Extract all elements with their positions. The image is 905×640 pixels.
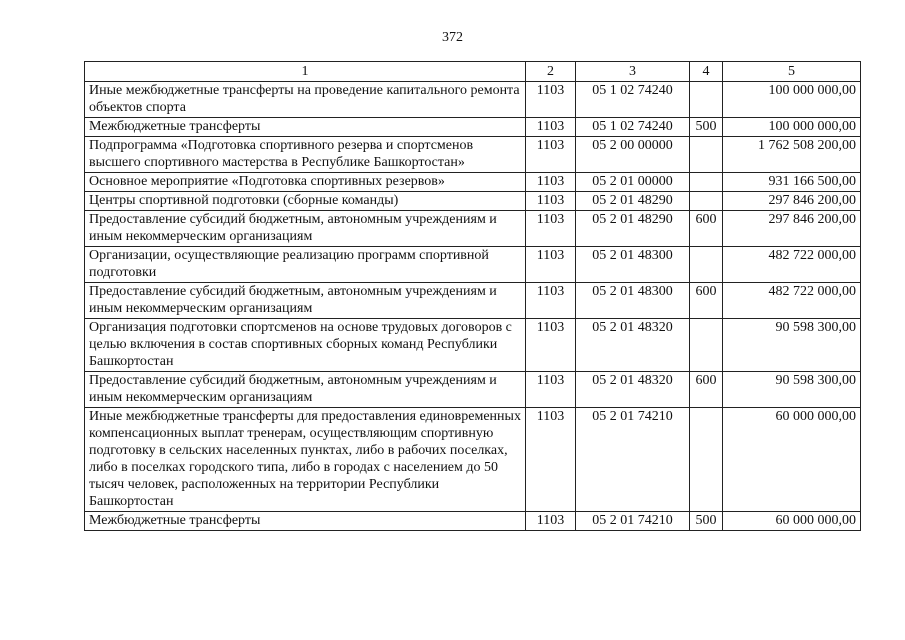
row-name-cell: Основное мероприятие «Подготовка спортивных резервов»	[85, 173, 526, 192]
table-header-row	[85, 62, 861, 82]
budget-table	[84, 61, 861, 531]
row-article-cell: 05 2 01 74210	[576, 512, 690, 531]
row-section-cell: 1103	[526, 137, 576, 173]
row-amount-cell: 100 000 000,00	[723, 118, 861, 137]
row-name-cell: Организация подготовки спортсменов на основе трудовых договоров с целью включения в состав спортивных сборных команд Республики Башкортостан	[85, 319, 526, 372]
row-type-cell	[690, 192, 723, 211]
row-article-cell: 05 2 00 00000	[576, 137, 690, 173]
row-type-cell	[690, 247, 723, 283]
row-name-cell: Организации, осуществляющие реализацию программ спортивной подготовки	[85, 247, 526, 283]
column-header-type: 4	[690, 62, 723, 82]
row-amount-cell: 482 722 000,00	[723, 283, 861, 319]
row-article-cell: 05 2 01 48320	[576, 372, 690, 408]
row-article-cell: 05 1 02 74240	[576, 118, 690, 137]
table-body	[85, 82, 861, 531]
row-amount-cell: 1 762 508 200,00	[723, 137, 861, 173]
row-section-cell: 1103	[526, 283, 576, 319]
row-type-cell: 600	[690, 283, 723, 319]
row-name-cell: Предоставление субсидий бюджетным, автономным учреждениям и иным некоммерческим организациям	[85, 283, 526, 319]
row-type-cell	[690, 408, 723, 512]
row-article-cell: 05 2 01 48320	[576, 319, 690, 372]
row-section-cell: 1103	[526, 173, 576, 192]
row-article-cell: 05 2 01 48300	[576, 247, 690, 283]
row-article-cell: 05 2 01 48300	[576, 283, 690, 319]
column-header-section: 2	[526, 62, 576, 82]
table-row	[85, 408, 861, 512]
row-name-cell: Подпрограмма «Подготовка спортивного резерва и спортсменов высшего спортивного мастерства в Республике Башкортостан»	[85, 137, 526, 173]
row-section-cell: 1103	[526, 512, 576, 531]
table-row	[85, 512, 861, 531]
row-section-cell: 1103	[526, 319, 576, 372]
row-section-cell: 1103	[526, 372, 576, 408]
column-header-name: 1	[85, 62, 526, 82]
row-article-cell: 05 1 02 74240	[576, 82, 690, 118]
row-type-cell	[690, 173, 723, 192]
table-row	[85, 82, 861, 118]
table-row	[85, 372, 861, 408]
row-type-cell: 600	[690, 372, 723, 408]
page-number: 372	[442, 30, 463, 45]
row-section-cell: 1103	[526, 408, 576, 512]
row-article-cell: 05 2 01 48290	[576, 211, 690, 247]
row-article-cell: 05 2 01 00000	[576, 173, 690, 192]
table-row	[85, 211, 861, 247]
row-article-cell: 05 2 01 74210	[576, 408, 690, 512]
row-section-cell: 1103	[526, 118, 576, 137]
row-amount-cell: 100 000 000,00	[723, 82, 861, 118]
row-name-cell: Межбюджетные трансферты	[85, 118, 526, 137]
table-row	[85, 319, 861, 372]
table-row	[85, 247, 861, 283]
row-type-cell: 600	[690, 211, 723, 247]
row-amount-cell: 931 166 500,00	[723, 173, 861, 192]
row-section-cell: 1103	[526, 211, 576, 247]
table-row	[85, 173, 861, 192]
row-type-cell: 500	[690, 118, 723, 137]
row-article-cell: 05 2 01 48290	[576, 192, 690, 211]
row-name-cell: Иные межбюджетные трансферты на проведение капитального ремонта объектов спорта	[85, 82, 526, 118]
table-row	[85, 118, 861, 137]
column-header-article: 3	[576, 62, 690, 82]
row-amount-cell: 482 722 000,00	[723, 247, 861, 283]
row-type-cell	[690, 82, 723, 118]
table-row	[85, 283, 861, 319]
row-amount-cell: 90 598 300,00	[723, 372, 861, 408]
row-amount-cell: 297 846 200,00	[723, 192, 861, 211]
row-section-cell: 1103	[526, 247, 576, 283]
row-section-cell: 1103	[526, 82, 576, 118]
row-amount-cell: 60 000 000,00	[723, 512, 861, 531]
row-section-cell: 1103	[526, 192, 576, 211]
row-type-cell	[690, 137, 723, 173]
row-name-cell: Предоставление субсидий бюджетным, автономным учреждениям и иным некоммерческим организациям	[85, 372, 526, 408]
column-header-amount: 5	[723, 62, 861, 82]
row-amount-cell: 297 846 200,00	[723, 211, 861, 247]
row-name-cell: Предоставление субсидий бюджетным, автономным учреждениям и иным некоммерческим организациям	[85, 211, 526, 247]
row-name-cell: Иные межбюджетные трансферты для предоставления единовременных компенсационных выплат тренерам, осуществляющим спортивную подготовку в сельских населенных пунктах, либо в рабочих поселках, либо в поселках городского типа, либо в городах с населением до 50 тысяч человек, расположенных на территории Республики Башкортостан	[85, 408, 526, 512]
table-row	[85, 192, 861, 211]
row-type-cell	[690, 319, 723, 372]
row-type-cell: 500	[690, 512, 723, 531]
row-name-cell: Межбюджетные трансферты	[85, 512, 526, 531]
table-row	[85, 137, 861, 173]
row-amount-cell: 60 000 000,00	[723, 408, 861, 512]
row-name-cell: Центры спортивной подготовки (сборные команды)	[85, 192, 526, 211]
row-amount-cell: 90 598 300,00	[723, 319, 861, 372]
